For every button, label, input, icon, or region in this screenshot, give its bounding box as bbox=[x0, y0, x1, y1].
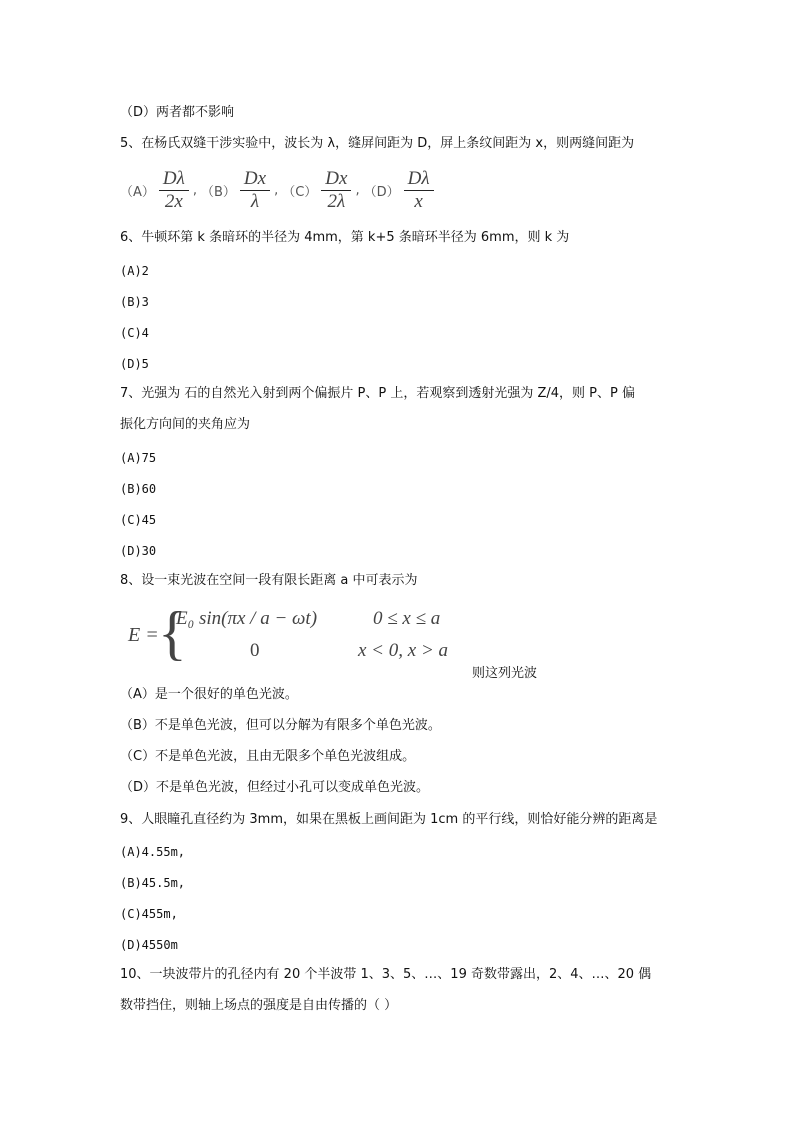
q5-option-d-fraction: $\frac{D\lambda}{x}$ bbox=[404, 168, 434, 213]
left-brace-icon: { bbox=[158, 600, 187, 666]
q5-option-b-label: （B） bbox=[201, 184, 236, 200]
option-d-previous: （D）两者都不影响 bbox=[120, 105, 235, 120]
q6-option-a: (A)2 bbox=[120, 264, 149, 278]
q8-equation-row1-cond: 0 ≤ x ≤ a bbox=[373, 608, 441, 629]
q8-option-c: （C）不是单色光波，且由无限多个单色光波组成。 bbox=[120, 749, 416, 764]
q9-option-a: (A)4.55m, bbox=[120, 845, 186, 859]
q8-equation-row2-expr: 0 bbox=[250, 640, 260, 661]
q7-option-d: (D)30 bbox=[120, 544, 157, 558]
q7-option-a: (A)75 bbox=[120, 451, 157, 465]
q8-equation-row1-expr: E₀ sin(πx / a − ωt) bbox=[176, 608, 318, 629]
q5-option-a-fraction: $\frac{D\lambda}{2x}$ bbox=[159, 168, 189, 213]
q8-option-b: （B）不是单色光波，但可以分解为有限多个单色光波。 bbox=[120, 718, 441, 733]
q9-option-c: (C)455m, bbox=[120, 907, 178, 921]
q5-option-c-label: （C） bbox=[282, 184, 318, 200]
q9-option-d: (D)4550m bbox=[120, 938, 178, 952]
q8-equation-row2-cond: x < 0, x > a bbox=[358, 640, 449, 661]
q9-option-b: (B)45.5m, bbox=[120, 876, 186, 890]
q5-option-d-label: （D） bbox=[363, 184, 400, 200]
q6-option-d: (D)5 bbox=[120, 357, 149, 371]
question-5: 5、在杨氏双缝干涉实验中，波长为 λ，缝屏间距为 D，屏上条纹间距为 x，则两缝间距为 bbox=[120, 136, 635, 151]
q6-option-c: (C)4 bbox=[120, 326, 149, 340]
q5-option-c-fraction: $\frac{Dx}{2\lambda}$ bbox=[321, 168, 351, 213]
question-7-line-2: 振化方向间的夹角应为 bbox=[120, 417, 251, 432]
q7-option-c: (C)45 bbox=[120, 513, 157, 527]
question-7-line-1: 7、光强为 石的自然光入射到两个偏振片 P、P 上，若观察到透射光强为 Z/4，则 P、P 偏 bbox=[120, 386, 635, 401]
q8-equation-lhs: E = bbox=[128, 624, 159, 646]
question-10-line-2: 数带挡住，则轴上场点的强度是自由传播的（ ） bbox=[120, 998, 398, 1013]
q5-option-a-label: （A） bbox=[120, 184, 155, 200]
question-6: 6、牛顿环第 k 条暗环的半径为 4mm，第 k+5 条暗环半径为 6mm，则 k 为 bbox=[120, 230, 570, 245]
question-8-tail: 则这列光波 bbox=[472, 666, 538, 681]
question-8: 8、设一束光波在空间一段有限长距离 a 中可表示为 bbox=[120, 573, 418, 588]
q8-equation bbox=[128, 600, 488, 668]
q6-option-b: (B)3 bbox=[120, 295, 149, 309]
q5-options: （A） $\frac{D\lambda}{2x}$ , （B） $\frac{Dx}{\lambda}$ , （C） $\frac{Dx}{2\lambda}$ , （D） $\frac{D\lambda}{x}$ bbox=[120, 163, 438, 217]
q7-option-b: (B)60 bbox=[120, 482, 157, 496]
question-9: 9、人眼瞳孔直径约为 3mm，如果在黑板上画间距为 1cm 的平行线，则恰好能分辨的距离是 bbox=[120, 812, 658, 827]
question-10-line-1: 10、一块波带片的孔径内有 20 个半波带 1、3、5、…、19 奇数带露出，2、4、…、20 偶 bbox=[120, 967, 652, 982]
q5-option-b-fraction: $\frac{Dx}{\lambda}$ bbox=[240, 168, 270, 213]
q8-option-d: （D）不是单色光波，但经过小孔可以变成单色光波。 bbox=[120, 780, 430, 795]
q8-option-a: （A）是一个很好的单色光波。 bbox=[120, 687, 298, 702]
